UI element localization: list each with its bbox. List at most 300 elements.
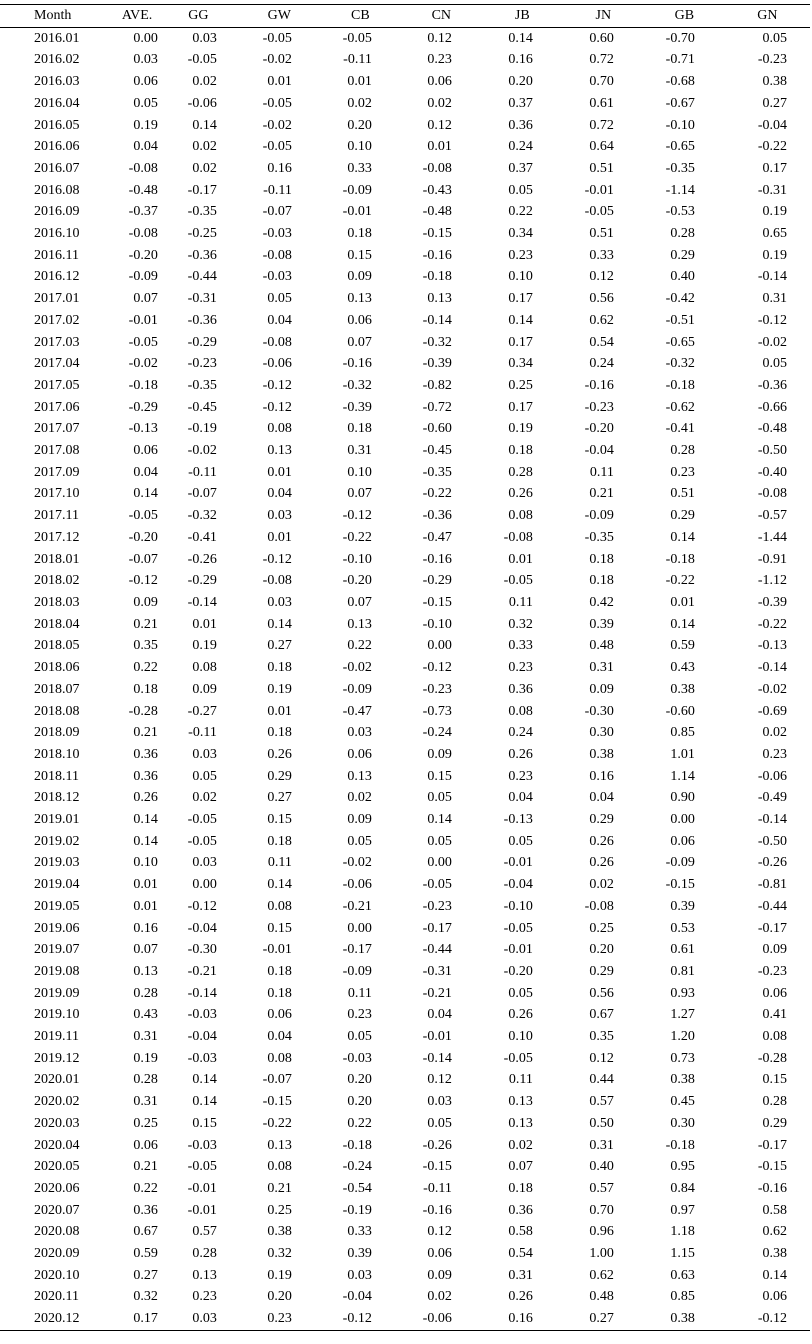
cell-gb: 0.93	[670, 985, 695, 1001]
cell-ave: 0.01	[133, 898, 158, 914]
cell-ave: -0.02	[128, 356, 158, 372]
cell-ave: 0.35	[133, 638, 158, 654]
cell-gw: 0.01	[267, 74, 292, 90]
cell-gb: 0.84	[670, 1180, 695, 1196]
cell-gw: 0.18	[267, 963, 292, 979]
cell-ave: 0.00	[133, 30, 158, 46]
cell-cn: 0.09	[427, 746, 452, 762]
cell-month: 2017.11	[34, 508, 79, 524]
cell-gg: -0.05	[187, 52, 217, 68]
cell-cn: -0.29	[422, 573, 452, 589]
cell-month: 2016.10	[34, 226, 80, 242]
cell-jn: 0.18	[589, 551, 614, 567]
cell-cb: 0.18	[347, 421, 372, 437]
cell-ave: 0.18	[133, 681, 158, 697]
cell-gg: -0.44	[187, 269, 217, 285]
cell-cn: 0.03	[427, 1094, 452, 1110]
table-row	[0, 766, 810, 788]
table-row	[0, 310, 810, 332]
cell-jb: -0.05	[503, 573, 533, 589]
cell-cn: -0.16	[422, 247, 452, 263]
cell-gw: 0.08	[267, 421, 292, 437]
cell-cb: 0.20	[347, 1094, 372, 1110]
cell-cn: 0.05	[427, 1115, 452, 1131]
cell-jn: 0.31	[589, 1137, 614, 1153]
cell-gb: -0.42	[665, 291, 695, 307]
cell-month: 2017.12	[34, 529, 80, 545]
cell-cn: -0.05	[422, 877, 452, 893]
cell-cb: 0.02	[347, 95, 372, 111]
cell-ave: 0.01	[133, 877, 158, 893]
cell-cn: -0.01	[422, 1029, 452, 1045]
cell-gb: 0.81	[670, 963, 695, 979]
cell-jb: 0.23	[508, 660, 533, 676]
cell-jn: 0.09	[589, 681, 614, 697]
cell-gn: -1.12	[757, 573, 787, 589]
cell-jb: 0.13	[508, 1115, 533, 1131]
cell-gb: 0.73	[670, 1050, 695, 1066]
cell-jn: 0.56	[589, 291, 614, 307]
cell-jn: 0.56	[589, 985, 614, 1001]
table-row	[0, 852, 810, 874]
cell-ave: 0.22	[133, 660, 158, 676]
cell-jb: -0.08	[503, 529, 533, 545]
cell-gw: 0.26	[267, 746, 292, 762]
cell-jb: -0.04	[503, 877, 533, 893]
cell-ave: 0.04	[133, 139, 158, 155]
cell-jb: 0.31	[508, 1267, 533, 1283]
cell-gb: 1.15	[670, 1246, 695, 1262]
cell-gb: 0.97	[670, 1202, 695, 1218]
cell-gg: -0.01	[187, 1180, 217, 1196]
cell-cn: 0.06	[427, 1246, 452, 1262]
cell-gn: -0.17	[757, 1137, 787, 1153]
cell-cb: -0.24	[342, 1159, 372, 1175]
cell-gw: -0.12	[262, 377, 292, 393]
cell-jn: 0.67	[589, 1007, 614, 1023]
table-row	[0, 1308, 810, 1330]
cell-jb: 0.04	[508, 790, 533, 806]
cell-ave: 0.09	[133, 594, 158, 610]
cell-cb: -0.01	[342, 204, 372, 220]
cell-gg: -0.29	[187, 573, 217, 589]
cell-ave: 0.10	[133, 855, 158, 871]
cell-gw: 0.13	[267, 443, 292, 459]
cell-jb: 0.54	[508, 1246, 533, 1262]
table-row	[0, 657, 810, 679]
cell-month: 2020.09	[34, 1246, 80, 1262]
cell-jn: 0.29	[589, 812, 614, 828]
cell-cb: -0.09	[342, 963, 372, 979]
cell-ave: 0.26	[133, 790, 158, 806]
cell-jn: 0.50	[589, 1115, 614, 1131]
cell-ave: -0.05	[128, 334, 158, 350]
table-row	[0, 1156, 810, 1178]
cell-gw: 0.25	[267, 1202, 292, 1218]
cell-jb: 0.17	[508, 291, 533, 307]
cell-gg: -0.05	[187, 1159, 217, 1175]
cell-gg: -0.04	[187, 1029, 217, 1045]
cell-gg: -0.05	[187, 833, 217, 849]
cell-gw: 0.04	[267, 486, 292, 502]
header-jb: JB	[514, 8, 530, 23]
cell-gg: -0.29	[187, 334, 217, 350]
cell-jb: 0.11	[508, 1072, 533, 1088]
cell-cn: -0.36	[422, 508, 452, 524]
cell-gb: -0.15	[665, 877, 695, 893]
cell-jb: -0.13	[503, 812, 533, 828]
cell-jb: -0.05	[503, 920, 533, 936]
cell-gw: -0.08	[262, 334, 292, 350]
cell-gn: -0.06	[757, 768, 787, 784]
table-row	[0, 375, 810, 397]
cell-gg: 0.23	[192, 1289, 217, 1305]
cell-gn: 0.06	[762, 985, 787, 1001]
cell-gw: -0.12	[262, 551, 292, 567]
cell-jn: 0.18	[589, 573, 614, 589]
cell-gn: 0.27	[762, 95, 787, 111]
table-row	[0, 1221, 810, 1243]
cell-jb: 0.26	[508, 486, 533, 502]
table-row	[0, 49, 810, 71]
cell-gw: 0.14	[267, 877, 292, 893]
cell-gg: 0.15	[192, 1115, 217, 1131]
cell-month: 2019.02	[34, 833, 80, 849]
cell-gw: 0.15	[267, 920, 292, 936]
cell-jb: 0.10	[508, 1029, 533, 1045]
cell-gw: 0.29	[267, 768, 292, 784]
cell-gb: 0.85	[670, 1289, 695, 1305]
cell-gn: -0.31	[757, 182, 787, 198]
cell-cb: 0.03	[347, 725, 372, 741]
table-row	[0, 874, 810, 896]
cell-month: 2018.12	[34, 790, 80, 806]
cell-cn: 0.06	[427, 74, 452, 90]
cell-ave: 0.36	[133, 768, 158, 784]
table-row	[0, 115, 810, 137]
cell-jn: -0.05	[584, 204, 614, 220]
table-row	[0, 1178, 810, 1200]
cell-gb: 0.28	[670, 226, 695, 242]
cell-gw: 0.32	[267, 1246, 292, 1262]
cell-jn: 0.26	[589, 833, 614, 849]
cell-month: 2017.10	[34, 486, 80, 502]
cell-gn: 0.38	[762, 74, 787, 90]
cell-gn: 0.09	[762, 942, 787, 958]
cell-month: 2017.07	[34, 421, 80, 437]
cell-cn: 0.05	[427, 790, 452, 806]
cell-gn: -0.23	[757, 963, 787, 979]
cell-month: 2018.04	[34, 616, 80, 632]
cell-month: 2020.03	[34, 1115, 80, 1131]
cell-month: 2016.06	[34, 139, 80, 155]
cell-gn: -0.50	[757, 833, 787, 849]
cell-cn: 0.04	[427, 1007, 452, 1023]
cell-ave: -0.29	[128, 399, 158, 415]
cell-month: 2016.07	[34, 160, 80, 176]
cell-gn: 0.19	[762, 204, 787, 220]
cell-cn: -0.11	[423, 1180, 452, 1196]
cell-gb: 0.38	[670, 681, 695, 697]
cell-cn: 0.05	[427, 833, 452, 849]
cell-jb: 0.32	[508, 616, 533, 632]
cell-gg: 0.57	[192, 1224, 217, 1240]
cell-ave: -0.20	[128, 247, 158, 263]
cell-jb: 0.26	[508, 1289, 533, 1305]
cell-gb: -0.18	[665, 1137, 695, 1153]
cell-cb: -0.05	[342, 30, 372, 46]
cell-gg: -0.11	[188, 725, 217, 741]
cell-jb: 0.23	[508, 768, 533, 784]
cell-ave: -0.48	[128, 182, 158, 198]
cell-ave: 0.19	[133, 1050, 158, 1066]
cell-jb: 0.16	[508, 52, 533, 68]
cell-gg: 0.05	[192, 768, 217, 784]
cell-gg: -0.26	[187, 551, 217, 567]
cell-jb: 0.13	[508, 1094, 533, 1110]
cell-gb: 0.29	[670, 247, 695, 263]
cell-gn: -0.91	[757, 551, 787, 567]
cell-jn: 0.11	[589, 464, 614, 480]
cell-gb: 0.85	[670, 725, 695, 741]
cell-cb: 0.10	[347, 139, 372, 155]
cell-gw: 0.15	[267, 812, 292, 828]
cell-jn: 0.02	[589, 877, 614, 893]
cell-month: 2018.03	[34, 594, 80, 610]
cell-cn: -0.44	[422, 942, 452, 958]
cell-gw: -0.07	[262, 204, 292, 220]
cell-jb: 0.37	[508, 95, 533, 111]
cell-month: 2019.11	[34, 1029, 79, 1045]
cell-cb: 0.07	[347, 594, 372, 610]
cell-gn: -0.57	[757, 508, 787, 524]
cell-jn: 0.70	[589, 74, 614, 90]
cell-gg: 0.01	[192, 616, 217, 632]
cell-jn: 0.62	[589, 1267, 614, 1283]
cell-cb: 0.05	[347, 833, 372, 849]
cell-gn: 0.41	[762, 1007, 787, 1023]
table-row	[0, 1113, 810, 1135]
cell-jn: 0.35	[589, 1029, 614, 1045]
cell-gg: -0.23	[187, 356, 217, 372]
cell-jn: 0.70	[589, 1202, 614, 1218]
cell-gn: 0.17	[762, 160, 787, 176]
table-row	[0, 570, 810, 592]
cell-cn: 0.00	[427, 855, 452, 871]
cell-cb: 0.07	[347, 334, 372, 350]
cell-jn: 0.57	[589, 1094, 614, 1110]
cell-month: 2019.08	[34, 963, 80, 979]
cell-ave: 0.22	[133, 1180, 158, 1196]
cell-gn: -0.15	[757, 1159, 787, 1175]
cell-cb: 0.20	[347, 117, 372, 133]
table-row	[0, 27, 810, 49]
cell-cb: 0.09	[347, 269, 372, 285]
cell-cb: -0.16	[342, 356, 372, 372]
cell-cn: -0.72	[422, 399, 452, 415]
cell-cb: 0.13	[347, 616, 372, 632]
cell-gg: 0.13	[192, 1267, 217, 1283]
cell-gw: 0.13	[267, 1137, 292, 1153]
cell-cn: -0.22	[422, 486, 452, 502]
cell-gg: -0.17	[187, 182, 217, 198]
cell-gw: 0.08	[267, 1159, 292, 1175]
cell-gn: 0.29	[762, 1115, 787, 1131]
cell-jn: -0.30	[584, 703, 614, 719]
cell-gn: -0.26	[757, 855, 787, 871]
cell-jb: -0.10	[503, 898, 533, 914]
cell-ave: -0.12	[128, 573, 158, 589]
table-row	[0, 744, 810, 766]
cell-ave: 0.14	[133, 833, 158, 849]
cell-gw: 0.06	[267, 1007, 292, 1023]
cell-gn: -0.23	[757, 52, 787, 68]
cell-cn: -0.14	[422, 312, 452, 328]
cell-cb: -0.39	[342, 399, 372, 415]
table-row	[0, 397, 810, 419]
cell-gb: 0.29	[670, 508, 695, 524]
cell-ave: 0.06	[133, 443, 158, 459]
cell-month: 2016.11	[34, 247, 79, 263]
cell-cn: -0.24	[422, 725, 452, 741]
cell-ave: 0.21	[133, 725, 158, 741]
cell-cn: -0.43	[422, 182, 452, 198]
cell-gg: -0.01	[187, 1202, 217, 1218]
cell-jn: 0.42	[589, 594, 614, 610]
cell-gb: 0.38	[670, 1072, 695, 1088]
cell-gg: -0.03	[187, 1050, 217, 1066]
cell-gb: 0.23	[670, 464, 695, 480]
cell-cn: -0.21	[422, 985, 452, 1001]
cell-cn: -0.60	[422, 421, 452, 437]
cell-month: 2016.09	[34, 204, 80, 220]
cell-cn: -0.16	[422, 551, 452, 567]
table-row	[0, 136, 810, 158]
table-row	[0, 679, 810, 701]
table-row	[0, 1048, 810, 1070]
cell-gn: -0.17	[757, 920, 787, 936]
cell-jb: 0.20	[508, 74, 533, 90]
cell-ave: 0.31	[133, 1029, 158, 1045]
cell-gn: 0.08	[762, 1029, 787, 1045]
cell-cb: 0.31	[347, 443, 372, 459]
cell-month: 2019.04	[34, 877, 80, 893]
cell-gb: 1.14	[670, 768, 695, 784]
cell-month: 2017.09	[34, 464, 80, 480]
cell-jn: -0.16	[584, 377, 614, 393]
cell-month: 2020.10	[34, 1267, 80, 1283]
cell-cb: -0.32	[342, 377, 372, 393]
cell-gw: 0.04	[267, 1029, 292, 1045]
cell-jn: 0.24	[589, 356, 614, 372]
cell-ave: 0.32	[133, 1289, 158, 1305]
cell-jn: 0.25	[589, 920, 614, 936]
table-row	[0, 896, 810, 918]
cell-cb: 0.23	[347, 1007, 372, 1023]
cell-gb: 1.27	[670, 1007, 695, 1023]
cell-gn: -1.44	[757, 529, 787, 545]
cell-cb: -0.09	[342, 681, 372, 697]
cell-gb: 0.63	[670, 1267, 695, 1283]
table-row	[0, 223, 810, 245]
cell-cn: -0.15	[422, 594, 452, 610]
cell-gg: -0.03	[187, 1137, 217, 1153]
cell-gg: -0.25	[187, 226, 217, 242]
cell-gw: 0.19	[267, 1267, 292, 1283]
cell-jn: 0.12	[589, 269, 614, 285]
cell-cb: -0.20	[342, 573, 372, 589]
cell-cn: -0.06	[422, 1311, 452, 1327]
cell-cb: -0.21	[342, 898, 372, 914]
cell-gw: -0.06	[262, 356, 292, 372]
cell-month: 2018.01	[34, 551, 80, 567]
cell-month: 2016.12	[34, 269, 80, 285]
table-row	[0, 71, 810, 93]
cell-gg: 0.14	[192, 1094, 217, 1110]
cell-month: 2019.07	[34, 942, 80, 958]
cell-month: 2016.03	[34, 74, 80, 90]
cell-jn: 0.21	[589, 486, 614, 502]
table-row	[0, 418, 810, 440]
cell-gw: 0.23	[267, 1311, 292, 1327]
cell-jb: 0.17	[508, 399, 533, 415]
cell-gb: 0.14	[670, 529, 695, 545]
cell-gn: 0.28	[762, 1094, 787, 1110]
cell-ave: 0.07	[133, 942, 158, 958]
cell-gw: 0.08	[267, 1050, 292, 1066]
cell-jb: 0.28	[508, 464, 533, 480]
cell-gn: -0.49	[757, 790, 787, 806]
cell-cb: 0.13	[347, 291, 372, 307]
cell-jb: -0.01	[503, 855, 533, 871]
cell-jb: 0.18	[508, 1180, 533, 1196]
cell-gn: -0.40	[757, 464, 787, 480]
cell-jn: 0.61	[589, 95, 614, 111]
cell-gw: -0.05	[262, 95, 292, 111]
cell-cb: 0.33	[347, 1224, 372, 1240]
cell-jb: -0.01	[503, 942, 533, 958]
cell-jn: 0.27	[589, 1311, 614, 1327]
cell-gw: 0.20	[267, 1289, 292, 1305]
cell-ave: 0.27	[133, 1267, 158, 1283]
cell-gn: 0.38	[762, 1246, 787, 1262]
header-row	[0, 5, 810, 28]
cell-jn: 0.38	[589, 746, 614, 762]
cell-month: 2016.01	[34, 30, 80, 46]
cell-gw: -0.05	[262, 139, 292, 155]
cell-jn: 0.62	[589, 312, 614, 328]
cell-gb: 1.01	[670, 746, 695, 762]
table-row	[0, 266, 810, 288]
cell-gw: 0.01	[267, 703, 292, 719]
table-row	[0, 288, 810, 310]
cell-cb: 0.10	[347, 464, 372, 480]
cell-gn: -0.13	[757, 638, 787, 654]
cell-cb: -0.02	[342, 660, 372, 676]
cell-ave: 0.03	[133, 52, 158, 68]
cell-gw: 0.03	[267, 508, 292, 524]
cell-gn: -0.36	[757, 377, 787, 393]
cell-gn: -0.14	[757, 269, 787, 285]
cell-cn: 0.12	[427, 1224, 452, 1240]
cell-jb: 0.58	[508, 1224, 533, 1240]
cell-cb: -0.22	[342, 529, 372, 545]
cell-gb: -0.18	[665, 377, 695, 393]
table-row	[0, 635, 810, 657]
cell-cn: -0.15	[422, 1159, 452, 1175]
table-row	[0, 353, 810, 375]
cell-gb: -0.18	[665, 551, 695, 567]
